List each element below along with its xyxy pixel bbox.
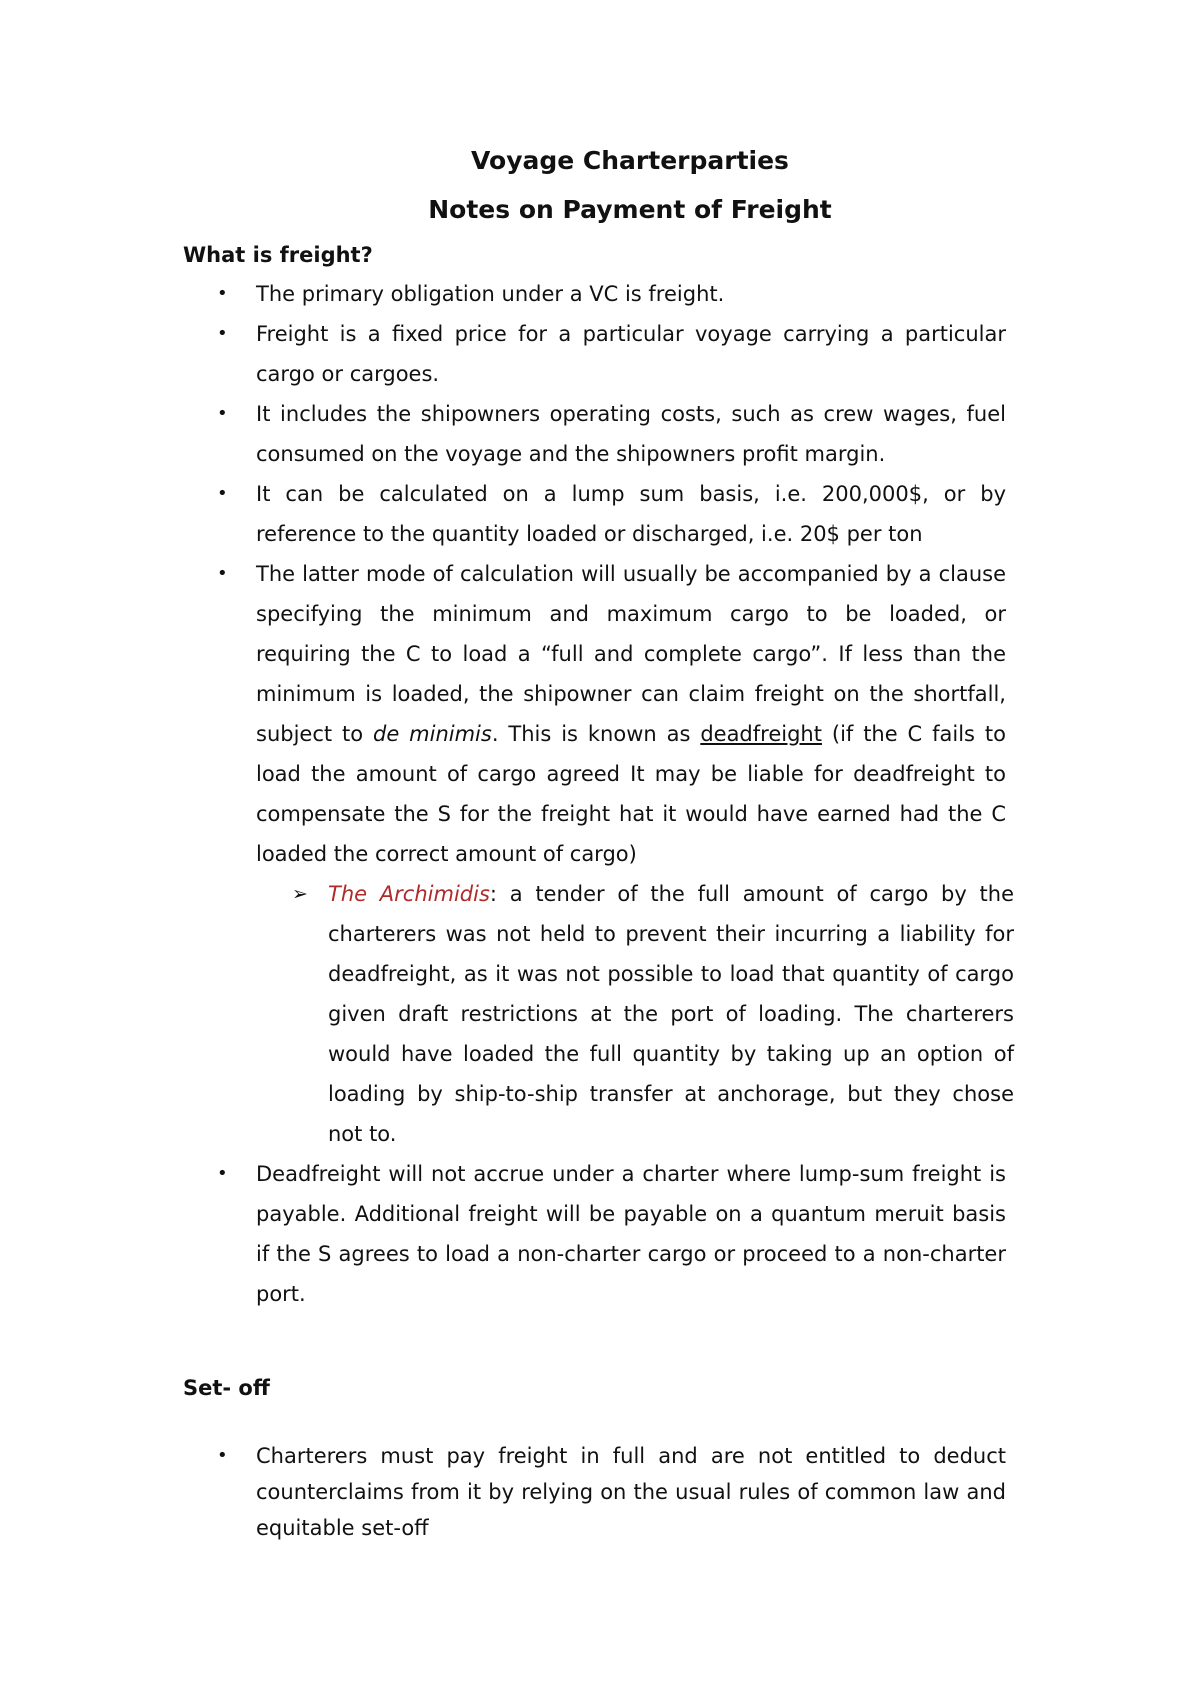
- deadfreight-term: deadfreight: [700, 722, 822, 746]
- freight-bullet-list: [184, 274, 1014, 1314]
- case-name: The Archimidis: [328, 882, 490, 906]
- setoff-bullet-list: [184, 1438, 1006, 1546]
- bullet-dot-icon: •: [217, 1163, 228, 1184]
- bullet-dot-icon: •: [217, 283, 228, 304]
- section-heading-set-off: Set- off: [183, 1376, 270, 1400]
- list-item-text: It includes the shipowners operating costs, such as crew wages, fuel consumed on the voyage and the shipowners profit margin.: [256, 402, 1006, 466]
- list-item-text: The latter mode of calculation will usually be accompanied by a clause specifying the minimum and maximum cargo to be loaded, or requiring the C to load a “full and complete cargo”. If less than the minimum is loaded, the shipowner can claim freight on the shortfall, subject to: [256, 562, 1006, 746]
- bullet-dot-icon: •: [217, 323, 228, 344]
- list-item-text: Freight is a fixed price for a particular voyage carrying a particular cargo or cargoes.: [256, 322, 1006, 386]
- case-text: : a tender of the full amount of cargo by the charterers was not held to prevent their incurring a liability for deadfreight, as it was not possible to load that quantity of cargo given draft restrictions at the port of loading. The charterers would have loaded the full quantity by taking up an option of loading by ship-to-ship transfer at anchorage, but they chose not to.: [328, 882, 1014, 1146]
- list-item: [184, 474, 1006, 554]
- document-subtitle: Notes on Payment of Freight: [428, 195, 832, 224]
- list-item: [184, 1438, 1006, 1546]
- list-item: [184, 394, 1006, 474]
- case-sub-list: [256, 874, 1014, 1154]
- list-item: [184, 274, 1006, 314]
- bullet-dot-icon: •: [217, 1445, 228, 1466]
- list-item: [184, 554, 1014, 1154]
- list-item-text: The primary obligation under a VC is freight.: [256, 282, 725, 306]
- list-item-text: Charterers must pay freight in full and are not entitled to deduct counterclaims from it by relying on the usual rules of common law and equitable set-off: [256, 1444, 1006, 1540]
- list-item-text: It can be calculated on a lump sum basis, i.e. 200,000$, or by reference to the quantity loaded or discharged, i.e. 20$ per ton: [256, 482, 1006, 546]
- list-item-text: . This is known as: [491, 722, 701, 746]
- de-minimis-term: de minimis: [373, 722, 492, 746]
- case-list-item: [256, 874, 1014, 1154]
- section-heading-what-is-freight: What is freight?: [183, 243, 373, 267]
- list-item-text: (if the C fails to load the amount of cargo agreed It may be liable for deadfreight to compensate the S for the freight hat it would have earned had the C loaded the correct amount of cargo): [256, 722, 1006, 866]
- bullet-dot-icon: •: [217, 563, 228, 584]
- list-item: [184, 1154, 1006, 1314]
- bullet-dot-icon: •: [217, 403, 228, 424]
- list-item-text: Deadfreight will not accrue under a charter where lump-sum freight is payable. Additional freight will be payable on a quantum meruit basis if the S agrees to load a non-charter cargo or proceed to a non-charter port.: [256, 1162, 1006, 1306]
- bullet-dot-icon: •: [217, 483, 228, 504]
- arrowhead-bullet-icon: ➢: [292, 883, 308, 905]
- list-item: [184, 314, 1006, 394]
- document-title: Voyage Charterparties: [471, 146, 789, 175]
